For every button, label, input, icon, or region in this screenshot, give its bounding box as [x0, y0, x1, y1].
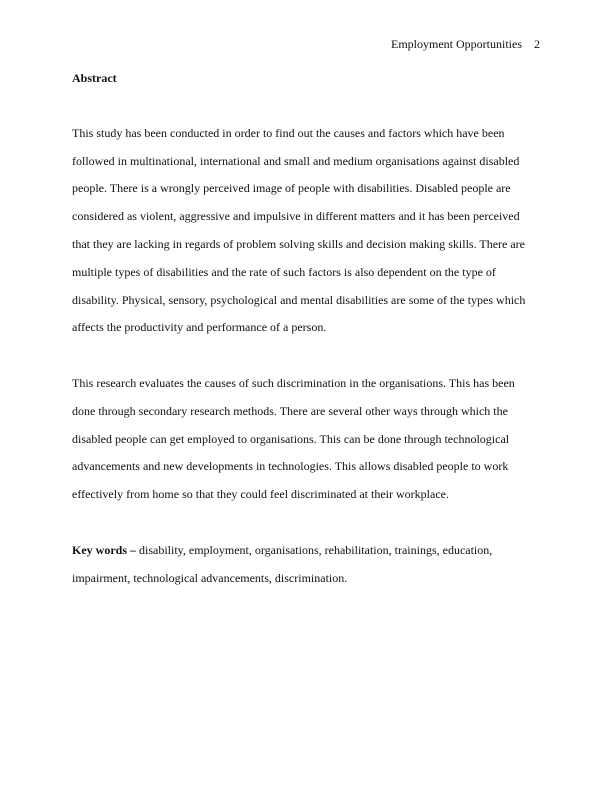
keywords-line [72, 537, 540, 565]
spacer [72, 92, 540, 120]
paragraph-line: This study has been conducted in order to find out the causes and factors which have been [72, 125, 505, 140]
paragraph-line: effectively from home so that they could feel discriminated at their workplace. [72, 487, 449, 502]
keywords-line: impairment, technological advancements, discrimination. [72, 570, 348, 585]
paragraph-line: disabled people can get employed to organisations. This can be done through technological [72, 431, 510, 446]
paragraph-line: that they are lacking in regards of problem solving skills and decision making skills. There are [72, 236, 525, 251]
running-head-title: Employment Opportunities [391, 37, 522, 51]
spacer [72, 342, 540, 370]
spacer [72, 509, 540, 537]
keywords-label: Key words – [72, 542, 136, 557]
abstract-heading: Abstract [72, 71, 117, 85]
keywords-text: disability, employment, organisations, rehabilitation, trainings, education, [136, 542, 493, 557]
paragraph-line: people. There is a wrongly perceived image of people with disabilities. Disabled people are [72, 181, 511, 196]
keywords-paragraph [72, 537, 540, 593]
paragraph-line: disability. Physical, sensory, psychological and mental disabilities are some of the types which [72, 292, 526, 307]
abstract-section [72, 64, 540, 592]
paragraph-line: done through secondary research methods. There are several other ways through which the [72, 403, 508, 418]
running-head [391, 37, 540, 51]
abstract-paragraph-1 [72, 120, 540, 342]
abstract-paragraph-2 [72, 370, 540, 509]
paragraph-line: advancements and new developments in technologies. This allows disabled people to work [72, 459, 509, 474]
paragraph-line: considered as violent, aggressive and impulsive in different matters and it has been perceived [72, 209, 520, 224]
paragraph-line: multiple types of disabilities and the rate of such factors is also dependent on the type of [72, 264, 496, 279]
page-number: 2 [534, 37, 540, 51]
paragraph-line: followed in multinational, international and small and medium organisations against disabled [72, 153, 520, 168]
paragraph-line: This research evaluates the causes of such discrimination in the organisations. This has been [72, 375, 515, 390]
paragraph-line: affects the productivity and performance of a person. [72, 320, 327, 335]
